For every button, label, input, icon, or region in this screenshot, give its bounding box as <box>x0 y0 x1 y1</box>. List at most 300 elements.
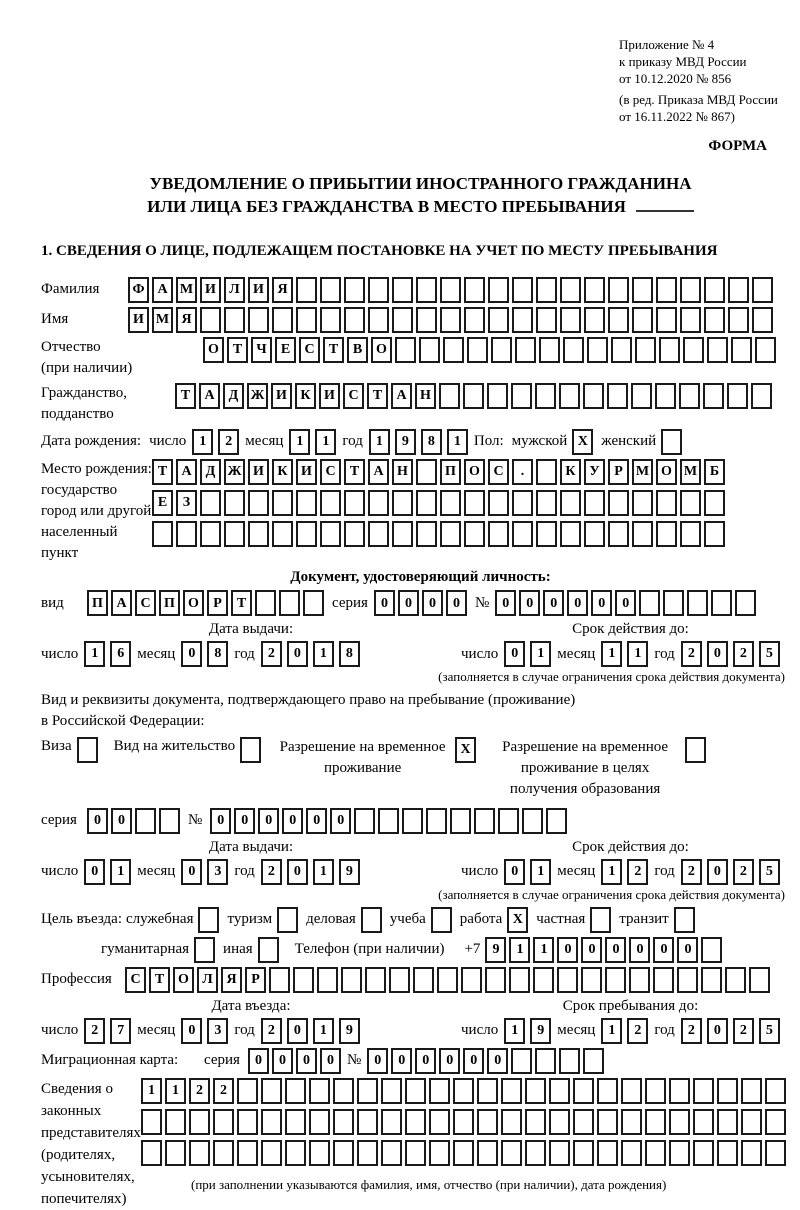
char-cell[interactable] <box>464 490 485 516</box>
char-cell[interactable] <box>560 307 581 333</box>
char-cell[interactable]: 9 <box>530 1018 551 1044</box>
char-cell[interactable] <box>440 277 461 303</box>
char-cell[interactable] <box>584 307 605 333</box>
char-cell[interactable] <box>755 337 776 363</box>
char-cell[interactable] <box>683 337 704 363</box>
char-cell[interactable] <box>731 337 752 363</box>
char-cell[interactable]: 3 <box>207 1018 228 1044</box>
char-cell[interactable]: 1 <box>369 429 390 455</box>
char-cell[interactable] <box>344 277 365 303</box>
char-cell[interactable]: 0 <box>581 937 602 963</box>
char-cell[interactable] <box>536 277 557 303</box>
char-cell[interactable] <box>389 967 410 993</box>
char-cell[interactable]: Я <box>221 967 242 993</box>
char-cell[interactable]: А <box>111 590 132 616</box>
char-cell[interactable]: 0 <box>629 937 650 963</box>
char-cell[interactable] <box>488 521 509 547</box>
char-cell[interactable]: Ф <box>128 277 149 303</box>
char-cell[interactable]: Н <box>415 383 436 409</box>
char-cell[interactable]: 1 <box>601 859 622 885</box>
char-cell[interactable] <box>261 1140 282 1166</box>
char-cell[interactable]: 0 <box>84 859 105 885</box>
char-cell[interactable]: 8 <box>339 641 360 667</box>
char-cell[interactable] <box>560 521 581 547</box>
char-cell[interactable] <box>405 1140 426 1166</box>
char-cell[interactable] <box>381 1078 402 1104</box>
char-cell[interactable]: 2 <box>261 859 282 885</box>
char-cell[interactable] <box>413 967 434 993</box>
char-cell[interactable]: 0 <box>463 1048 484 1074</box>
char-cell[interactable] <box>381 1140 402 1166</box>
char-cell[interactable]: И <box>248 277 269 303</box>
char-cell[interactable] <box>357 1109 378 1135</box>
char-cell[interactable] <box>535 383 556 409</box>
char-cell[interactable] <box>645 1140 666 1166</box>
char-cell[interactable]: 0 <box>296 1048 317 1074</box>
char-cell[interactable] <box>141 1140 162 1166</box>
char-cell[interactable] <box>563 337 584 363</box>
char-cell[interactable]: 0 <box>330 808 351 834</box>
char-cell[interactable]: Д <box>223 383 244 409</box>
char-cell[interactable] <box>272 307 293 333</box>
char-cell[interactable] <box>303 590 324 616</box>
char-cell[interactable] <box>213 1109 234 1135</box>
char-cell[interactable]: 0 <box>653 937 674 963</box>
char-cell[interactable]: 1 <box>447 429 468 455</box>
char-cell[interactable] <box>477 1078 498 1104</box>
char-cell[interactable] <box>656 307 677 333</box>
char-cell[interactable]: 0 <box>272 1048 293 1074</box>
char-cell[interactable] <box>632 490 653 516</box>
char-cell[interactable] <box>237 1140 258 1166</box>
char-cell[interactable]: 1 <box>313 641 334 667</box>
char-cell[interactable]: П <box>159 590 180 616</box>
char-cell[interactable]: К <box>560 459 581 485</box>
char-cell[interactable] <box>539 337 560 363</box>
char-cell[interactable] <box>464 307 485 333</box>
char-cell[interactable]: 0 <box>287 859 308 885</box>
char-cell[interactable] <box>224 490 245 516</box>
char-cell[interactable]: И <box>271 383 292 409</box>
char-cell[interactable]: 1 <box>289 429 310 455</box>
char-cell[interactable] <box>512 521 533 547</box>
char-cell[interactable]: 0 <box>707 859 728 885</box>
char-cell[interactable] <box>285 1109 306 1135</box>
char-cell[interactable] <box>141 1109 162 1135</box>
char-cell[interactable]: 2 <box>218 429 239 455</box>
char-cell[interactable]: 0 <box>446 590 467 616</box>
char-cell[interactable]: О <box>183 590 204 616</box>
purpose-study-checkbox[interactable] <box>431 907 452 933</box>
char-cell[interactable]: 0 <box>287 1018 308 1044</box>
char-cell[interactable]: 0 <box>504 859 525 885</box>
char-cell[interactable] <box>440 521 461 547</box>
char-cell[interactable]: 2 <box>681 1018 702 1044</box>
char-cell[interactable] <box>704 490 725 516</box>
char-cell[interactable] <box>546 808 567 834</box>
char-cell[interactable] <box>632 277 653 303</box>
char-cell[interactable] <box>365 967 386 993</box>
char-cell[interactable]: О <box>464 459 485 485</box>
char-cell[interactable] <box>224 521 245 547</box>
char-cell[interactable] <box>645 1109 666 1135</box>
char-cell[interactable] <box>317 967 338 993</box>
char-cell[interactable]: 1 <box>165 1078 186 1104</box>
char-cell[interactable]: 9 <box>485 937 506 963</box>
char-cell[interactable]: С <box>343 383 364 409</box>
char-cell[interactable]: 0 <box>567 590 588 616</box>
purpose-private-checkbox[interactable] <box>590 907 611 933</box>
char-cell[interactable]: 2 <box>733 641 754 667</box>
char-cell[interactable] <box>440 490 461 516</box>
char-cell[interactable]: 3 <box>207 859 228 885</box>
char-cell[interactable] <box>621 1109 642 1135</box>
char-cell[interactable] <box>536 459 557 485</box>
char-cell[interactable]: 0 <box>374 590 395 616</box>
char-cell[interactable] <box>512 490 533 516</box>
char-cell[interactable] <box>659 337 680 363</box>
char-cell[interactable]: С <box>320 459 341 485</box>
char-cell[interactable]: 0 <box>287 641 308 667</box>
char-cell[interactable] <box>378 808 399 834</box>
char-cell[interactable] <box>632 307 653 333</box>
char-cell[interactable]: 0 <box>615 590 636 616</box>
char-cell[interactable]: П <box>87 590 108 616</box>
char-cell[interactable] <box>584 521 605 547</box>
char-cell[interactable]: 5 <box>759 1018 780 1044</box>
char-cell[interactable] <box>629 967 650 993</box>
char-cell[interactable]: Ж <box>224 459 245 485</box>
char-cell[interactable] <box>416 277 437 303</box>
char-cell[interactable] <box>701 967 722 993</box>
char-cell[interactable]: Т <box>323 337 344 363</box>
char-cell[interactable] <box>165 1109 186 1135</box>
char-cell[interactable]: 0 <box>398 590 419 616</box>
char-cell[interactable] <box>354 808 375 834</box>
char-cell[interactable] <box>439 383 460 409</box>
char-cell[interactable] <box>559 383 580 409</box>
char-cell[interactable]: 7 <box>110 1018 131 1044</box>
char-cell[interactable] <box>416 521 437 547</box>
char-cell[interactable]: Ч <box>251 337 272 363</box>
char-cell[interactable] <box>693 1140 714 1166</box>
char-cell[interactable] <box>597 1140 618 1166</box>
char-cell[interactable]: 6 <box>110 641 131 667</box>
char-cell[interactable] <box>549 1109 570 1135</box>
char-cell[interactable] <box>309 1140 330 1166</box>
char-cell[interactable]: А <box>368 459 389 485</box>
char-cell[interactable] <box>669 1078 690 1104</box>
char-cell[interactable] <box>573 1078 594 1104</box>
char-cell[interactable] <box>320 521 341 547</box>
char-cell[interactable]: 0 <box>415 1048 436 1074</box>
char-cell[interactable] <box>525 1078 546 1104</box>
char-cell[interactable] <box>535 1048 556 1074</box>
char-cell[interactable]: 1 <box>313 1018 334 1044</box>
char-cell[interactable] <box>485 967 506 993</box>
char-cell[interactable]: И <box>319 383 340 409</box>
char-cell[interactable]: 2 <box>261 641 282 667</box>
char-cell[interactable]: З <box>176 490 197 516</box>
char-cell[interactable] <box>605 967 626 993</box>
char-cell[interactable] <box>525 1140 546 1166</box>
char-cell[interactable] <box>368 307 389 333</box>
char-cell[interactable] <box>450 808 471 834</box>
char-cell[interactable]: Б <box>704 459 725 485</box>
char-cell[interactable] <box>248 490 269 516</box>
char-cell[interactable] <box>560 490 581 516</box>
char-cell[interactable] <box>631 383 652 409</box>
char-cell[interactable] <box>669 1109 690 1135</box>
char-cell[interactable] <box>669 1140 690 1166</box>
char-cell[interactable] <box>621 1140 642 1166</box>
char-cell[interactable]: 1 <box>601 641 622 667</box>
char-cell[interactable]: 0 <box>422 590 443 616</box>
char-cell[interactable]: Т <box>231 590 252 616</box>
char-cell[interactable] <box>429 1109 450 1135</box>
char-cell[interactable] <box>395 337 416 363</box>
char-cell[interactable]: 0 <box>504 641 525 667</box>
char-cell[interactable] <box>405 1109 426 1135</box>
char-cell[interactable] <box>429 1078 450 1104</box>
purpose-other-checkbox[interactable] <box>258 937 279 963</box>
char-cell[interactable]: 0 <box>707 1018 728 1044</box>
char-cell[interactable]: 0 <box>248 1048 269 1074</box>
char-cell[interactable]: М <box>680 459 701 485</box>
visa-checkbox[interactable] <box>77 737 98 763</box>
char-cell[interactable] <box>680 521 701 547</box>
char-cell[interactable]: 0 <box>677 937 698 963</box>
char-cell[interactable]: К <box>295 383 316 409</box>
char-cell[interactable] <box>333 1109 354 1135</box>
char-cell[interactable] <box>621 1078 642 1104</box>
char-cell[interactable] <box>213 1140 234 1166</box>
char-cell[interactable] <box>583 383 604 409</box>
char-cell[interactable]: 1 <box>533 937 554 963</box>
char-cell[interactable] <box>522 808 543 834</box>
char-cell[interactable] <box>381 1109 402 1135</box>
char-cell[interactable] <box>135 808 156 834</box>
char-cell[interactable] <box>344 490 365 516</box>
char-cell[interactable] <box>765 1140 786 1166</box>
char-cell[interactable] <box>341 967 362 993</box>
char-cell[interactable] <box>392 277 413 303</box>
char-cell[interactable] <box>717 1109 738 1135</box>
char-cell[interactable]: 5 <box>759 641 780 667</box>
char-cell[interactable]: 2 <box>261 1018 282 1044</box>
char-cell[interactable]: О <box>203 337 224 363</box>
char-cell[interactable] <box>416 307 437 333</box>
char-cell[interactable] <box>392 521 413 547</box>
char-cell[interactable]: М <box>176 277 197 303</box>
char-cell[interactable] <box>309 1109 330 1135</box>
char-cell[interactable] <box>368 277 389 303</box>
char-cell[interactable] <box>549 1078 570 1104</box>
char-cell[interactable]: Р <box>207 590 228 616</box>
char-cell[interactable] <box>632 521 653 547</box>
char-cell[interactable] <box>717 1078 738 1104</box>
char-cell[interactable]: 2 <box>681 859 702 885</box>
char-cell[interactable]: О <box>371 337 392 363</box>
char-cell[interactable] <box>464 521 485 547</box>
purpose-humanitarian-checkbox[interactable] <box>194 937 215 963</box>
char-cell[interactable]: 0 <box>87 808 108 834</box>
char-cell[interactable] <box>261 1109 282 1135</box>
char-cell[interactable]: 1 <box>84 641 105 667</box>
char-cell[interactable]: Н <box>392 459 413 485</box>
char-cell[interactable]: 2 <box>681 641 702 667</box>
char-cell[interactable] <box>584 277 605 303</box>
char-cell[interactable] <box>272 490 293 516</box>
char-cell[interactable] <box>392 490 413 516</box>
char-cell[interactable]: 0 <box>181 859 202 885</box>
char-cell[interactable] <box>741 1140 762 1166</box>
char-cell[interactable] <box>725 967 746 993</box>
char-cell[interactable] <box>176 521 197 547</box>
char-cell[interactable]: 2 <box>627 1018 648 1044</box>
char-cell[interactable] <box>693 1078 714 1104</box>
char-cell[interactable]: 2 <box>84 1018 105 1044</box>
char-cell[interactable]: Я <box>272 277 293 303</box>
char-cell[interactable]: 0 <box>391 1048 412 1074</box>
char-cell[interactable] <box>189 1140 210 1166</box>
char-cell[interactable]: О <box>173 967 194 993</box>
char-cell[interactable]: Я <box>176 307 197 333</box>
char-cell[interactable] <box>679 383 700 409</box>
char-cell[interactable] <box>597 1078 618 1104</box>
char-cell[interactable]: 0 <box>320 1048 341 1074</box>
char-cell[interactable]: 0 <box>519 590 540 616</box>
char-cell[interactable]: 0 <box>210 808 231 834</box>
char-cell[interactable] <box>765 1109 786 1135</box>
sex-male-checkbox[interactable]: X <box>572 429 593 455</box>
char-cell[interactable] <box>159 808 180 834</box>
char-cell[interactable] <box>728 277 749 303</box>
char-cell[interactable] <box>296 307 317 333</box>
char-cell[interactable]: А <box>176 459 197 485</box>
char-cell[interactable]: 1 <box>530 641 551 667</box>
char-cell[interactable]: 0 <box>487 1048 508 1074</box>
char-cell[interactable] <box>557 967 578 993</box>
char-cell[interactable]: У <box>584 459 605 485</box>
char-cell[interactable] <box>453 1078 474 1104</box>
char-cell[interactable] <box>498 808 519 834</box>
char-cell[interactable]: 8 <box>421 429 442 455</box>
char-cell[interactable] <box>511 1048 532 1074</box>
purpose-official-checkbox[interactable] <box>198 907 219 933</box>
char-cell[interactable]: М <box>152 307 173 333</box>
char-cell[interactable]: 0 <box>367 1048 388 1074</box>
char-cell[interactable] <box>477 1140 498 1166</box>
temp-residence-checkbox[interactable]: X <box>455 737 476 763</box>
char-cell[interactable] <box>587 337 608 363</box>
char-cell[interactable]: 1 <box>192 429 213 455</box>
char-cell[interactable] <box>741 1078 762 1104</box>
char-cell[interactable] <box>344 307 365 333</box>
char-cell[interactable] <box>269 967 290 993</box>
char-cell[interactable] <box>608 490 629 516</box>
char-cell[interactable]: К <box>272 459 293 485</box>
char-cell[interactable]: 1 <box>141 1078 162 1104</box>
char-cell[interactable]: 0 <box>306 808 327 834</box>
char-cell[interactable]: С <box>299 337 320 363</box>
char-cell[interactable]: Т <box>149 967 170 993</box>
char-cell[interactable] <box>501 1078 522 1104</box>
char-cell[interactable]: А <box>391 383 412 409</box>
char-cell[interactable] <box>597 1109 618 1135</box>
char-cell[interactable] <box>663 590 684 616</box>
char-cell[interactable] <box>635 337 656 363</box>
char-cell[interactable] <box>491 337 512 363</box>
char-cell[interactable]: И <box>296 459 317 485</box>
char-cell[interactable] <box>512 307 533 333</box>
char-cell[interactable] <box>717 1140 738 1166</box>
char-cell[interactable] <box>639 590 660 616</box>
char-cell[interactable]: 1 <box>110 859 131 885</box>
char-cell[interactable]: Л <box>224 277 245 303</box>
char-cell[interactable]: 0 <box>495 590 516 616</box>
char-cell[interactable] <box>429 1140 450 1166</box>
char-cell[interactable] <box>677 967 698 993</box>
char-cell[interactable]: С <box>125 967 146 993</box>
char-cell[interactable] <box>200 490 221 516</box>
char-cell[interactable] <box>248 307 269 333</box>
char-cell[interactable] <box>701 937 722 963</box>
char-cell[interactable]: Т <box>175 383 196 409</box>
char-cell[interactable]: 0 <box>181 641 202 667</box>
char-cell[interactable]: 0 <box>557 937 578 963</box>
char-cell[interactable]: Т <box>152 459 173 485</box>
char-cell[interactable] <box>608 277 629 303</box>
char-cell[interactable]: 1 <box>627 641 648 667</box>
char-cell[interactable] <box>751 383 772 409</box>
char-cell[interactable] <box>752 277 773 303</box>
char-cell[interactable] <box>501 1109 522 1135</box>
char-cell[interactable] <box>645 1078 666 1104</box>
char-cell[interactable] <box>474 808 495 834</box>
char-cell[interactable] <box>607 383 628 409</box>
char-cell[interactable] <box>437 967 458 993</box>
purpose-tourism-checkbox[interactable] <box>277 907 298 933</box>
char-cell[interactable]: Ж <box>247 383 268 409</box>
char-cell[interactable] <box>261 1078 282 1104</box>
char-cell[interactable] <box>536 521 557 547</box>
char-cell[interactable] <box>416 490 437 516</box>
char-cell[interactable] <box>559 1048 580 1074</box>
char-cell[interactable] <box>704 521 725 547</box>
purpose-transit-checkbox[interactable] <box>674 907 695 933</box>
char-cell[interactable] <box>608 521 629 547</box>
char-cell[interactable] <box>224 307 245 333</box>
char-cell[interactable] <box>368 521 389 547</box>
char-cell[interactable] <box>653 967 674 993</box>
purpose-work-checkbox[interactable]: X <box>507 907 528 933</box>
char-cell[interactable]: Р <box>608 459 629 485</box>
char-cell[interactable]: 2 <box>213 1078 234 1104</box>
char-cell[interactable] <box>320 490 341 516</box>
char-cell[interactable] <box>735 590 756 616</box>
char-cell[interactable] <box>416 459 437 485</box>
char-cell[interactable] <box>573 1109 594 1135</box>
char-cell[interactable] <box>200 307 221 333</box>
temp-residence-edu-checkbox[interactable] <box>685 737 706 763</box>
char-cell[interactable] <box>255 590 276 616</box>
char-cell[interactable] <box>707 337 728 363</box>
char-cell[interactable] <box>765 1078 786 1104</box>
char-cell[interactable] <box>608 307 629 333</box>
char-cell[interactable]: Т <box>367 383 388 409</box>
char-cell[interactable] <box>749 967 770 993</box>
